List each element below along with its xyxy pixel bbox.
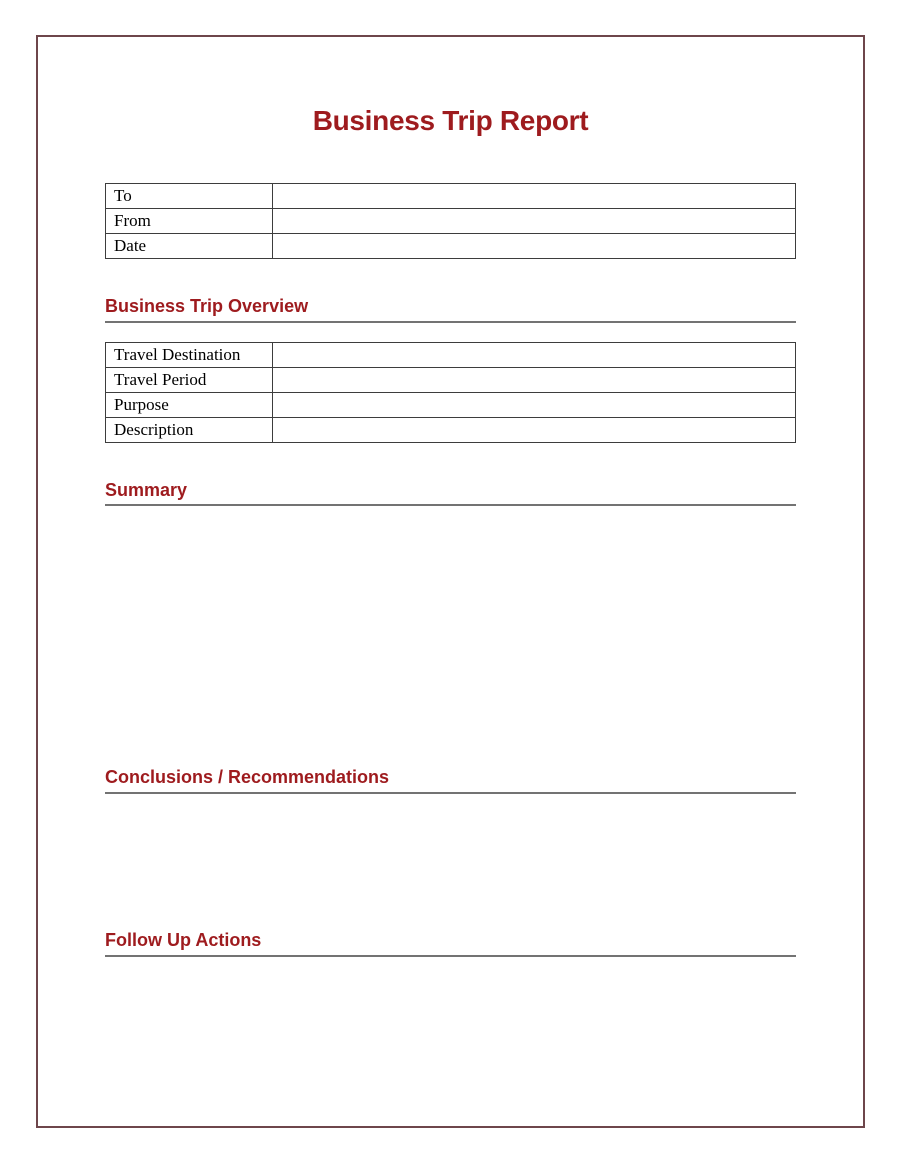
summary-content-area[interactable] bbox=[105, 506, 796, 767]
follow-up-content-area[interactable] bbox=[105, 957, 796, 1117]
description-label: Description bbox=[106, 417, 273, 442]
purpose-value-field[interactable] bbox=[273, 392, 796, 417]
to-value-field[interactable] bbox=[273, 184, 796, 209]
section-heading-follow-up: Follow Up Actions bbox=[105, 930, 796, 957]
table-row-from bbox=[106, 209, 796, 234]
date-value-field[interactable] bbox=[273, 234, 796, 259]
table-row-description bbox=[106, 417, 796, 442]
table-row-date bbox=[106, 234, 796, 259]
from-label: From bbox=[106, 209, 273, 234]
section-heading-overview: Business Trip Overview bbox=[105, 296, 796, 323]
table-row-to bbox=[106, 184, 796, 209]
table-row-travel-period bbox=[106, 367, 796, 392]
overview-table bbox=[105, 342, 796, 443]
conclusions-content-area[interactable] bbox=[105, 794, 796, 930]
section-heading-conclusions: Conclusions / Recommendations bbox=[105, 767, 796, 794]
page-title: Business Trip Report bbox=[312, 105, 589, 136]
recipient-table bbox=[105, 183, 796, 259]
to-label: To bbox=[106, 184, 273, 209]
report-page bbox=[36, 35, 865, 1128]
table-row-purpose bbox=[106, 392, 796, 417]
travel-period-value-field[interactable] bbox=[273, 367, 796, 392]
travel-period-label: Travel Period bbox=[106, 367, 273, 392]
purpose-label: Purpose bbox=[106, 392, 273, 417]
travel-destination-label: Travel Destination bbox=[106, 342, 273, 367]
table-row-travel-destination bbox=[106, 342, 796, 367]
travel-destination-value-field[interactable] bbox=[273, 342, 796, 367]
section-heading-summary: Summary bbox=[105, 480, 796, 507]
description-value-field[interactable] bbox=[273, 417, 796, 442]
from-value-field[interactable] bbox=[273, 209, 796, 234]
date-label: Date bbox=[106, 234, 273, 259]
